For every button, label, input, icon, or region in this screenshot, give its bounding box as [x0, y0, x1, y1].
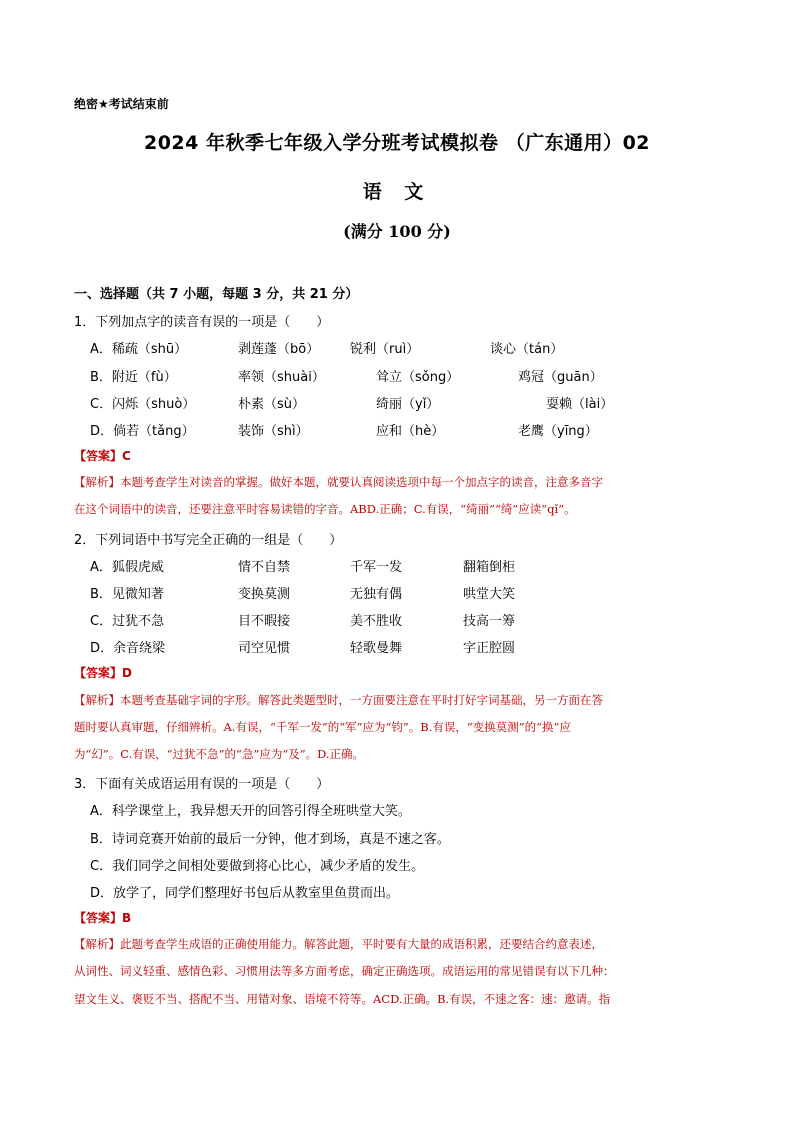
option-item: 应和（hè）	[376, 424, 445, 439]
option-item: B．附近（fù）	[90, 370, 177, 385]
option-item: D．余音绕梁	[90, 641, 166, 656]
option-item: 老鹰（yīng）	[518, 424, 598, 439]
question-3-option-c: C．我们同学之间相处要做到将心比心，减少矛盾的发生。	[90, 859, 425, 874]
question-3-analysis-line: 【解析】此题考查学生成语的正确使用能力。解答此题，平时要有大量的成语积累，还要结合约意表述，	[74, 937, 603, 951]
option-item: 轻歌曼舞	[350, 641, 403, 656]
confidential-label: 绝密★考试结束前	[74, 97, 169, 111]
option-item: 司空见惯	[238, 641, 291, 656]
question-2-stem: 2．下列词语中书写完全正确的一组是（ ）	[74, 533, 343, 548]
subject-heading: 语 文	[362, 181, 432, 203]
option-item: 率领（shuài）	[238, 370, 325, 385]
question-1-option-b	[90, 366, 730, 384]
question-3-option-b: B．诗词竞赛开始前的最后一分钟，他才到场，真是不速之客。	[90, 832, 450, 847]
option-item: 绮丽（yǐ）	[376, 397, 440, 412]
option-item: C．过犹不急	[90, 614, 165, 629]
question-2-option-c	[90, 610, 730, 628]
option-item: 鸡冠（guān）	[518, 370, 603, 385]
question-1-analysis-line: 【解析】本题考查学生对读音的掌握。做好本题，就要认真阅读选项中每一个加点字的读音，注意多音字	[74, 475, 603, 489]
exam-title: 2024 年秋季七年级入学分班考试模拟卷 （广东通用）02	[143, 132, 651, 154]
question-3-stem: 3．下面有关成语运用有误的一项是（ ）	[74, 777, 330, 792]
question-1-analysis-line: 在这个词语中的读音，还要注意平时容易读错的字音。ABD.正确；C.有误，“绮丽”“绮”应读“qǐ”。	[74, 502, 576, 516]
question-2-answer: 【答案】D	[74, 666, 132, 680]
option-item: A．稀疏（shū）	[90, 342, 188, 357]
question-2-option-a	[90, 556, 730, 574]
option-item: 字正腔圆	[463, 641, 516, 656]
question-3-analysis-line: 望文生义、褒贬不当、搭配不当、用错对象、语境不符等。ACD.正确。B.有误，不速之客：速：邀请。指	[74, 992, 611, 1006]
question-2-option-b	[90, 583, 730, 601]
question-2-analysis-line: 题时要认真审题，仔细辨析。A.有误，“千军一发”的“军”应为“钧”。B.有误，“变换莫测”的“换”应	[74, 720, 571, 734]
option-item: B．见微知著	[90, 587, 164, 602]
question-1-answer: 【答案】C	[74, 449, 131, 463]
option-item: 千军一发	[350, 560, 403, 575]
question-1-option-d	[90, 420, 730, 438]
option-item: 技高一筹	[463, 614, 516, 629]
section-heading: 一、选择题（共 7 小题，每题 3 分，共 21 分）	[74, 287, 359, 302]
question-1-option-a	[90, 338, 730, 356]
option-item: 耸立（sǒng）	[376, 370, 460, 385]
question-1-stem: 1．下列加点字的读音有误的一项是（ ）	[74, 315, 330, 330]
option-item: 情不自禁	[238, 560, 291, 575]
option-item: 变换莫测	[238, 587, 291, 602]
option-item: 无独有偶	[350, 587, 403, 602]
option-item: 目不暇接	[238, 614, 291, 629]
question-3-option-a: A．科学课堂上，我异想天开的回答引得全班哄堂大笑。	[90, 804, 411, 819]
option-item: D．倘若（tǎng）	[90, 424, 195, 439]
option-item: 剥莲蓬（bō）	[238, 342, 320, 357]
option-item: 美不胜收	[350, 614, 403, 629]
option-item: A．狐假虎威	[90, 560, 164, 575]
question-1-option-c	[90, 393, 730, 411]
total-score: (满分 100 分)	[343, 222, 451, 241]
option-item: 谈心（tán）	[490, 342, 564, 357]
question-2-option-d	[90, 637, 730, 655]
question-2-analysis-line: 【解析】本题考查基础字词的字形。解答此类题型时，一方面要注意在平时打好字词基础，另一方面在答	[74, 693, 603, 707]
question-2-analysis-line: 为“幻”。C.有误，“过犹不急”的“急”应为“及”。D.正确。	[74, 747, 365, 761]
question-3-analysis-line: 从词性、词义轻重、感情色彩、习惯用法等多方面考虑，确定正确选项。成语运用的常见错误有以下几种：	[74, 964, 615, 978]
option-item: 翻箱倒柜	[463, 560, 516, 575]
option-item: 装饰（shì）	[238, 424, 309, 439]
option-item: C．闪烁（shuò）	[90, 397, 196, 412]
option-item: 耍赖（lài）	[546, 397, 614, 412]
option-item: 朴素（sù）	[238, 397, 306, 412]
option-item: 哄堂大笑	[463, 587, 516, 602]
option-item: 锐利（ruì）	[350, 342, 420, 357]
question-3-answer: 【答案】B	[74, 911, 132, 925]
question-3-option-d: D．放学了，同学们整理好书包后从教室里鱼贯而出。	[90, 886, 400, 901]
